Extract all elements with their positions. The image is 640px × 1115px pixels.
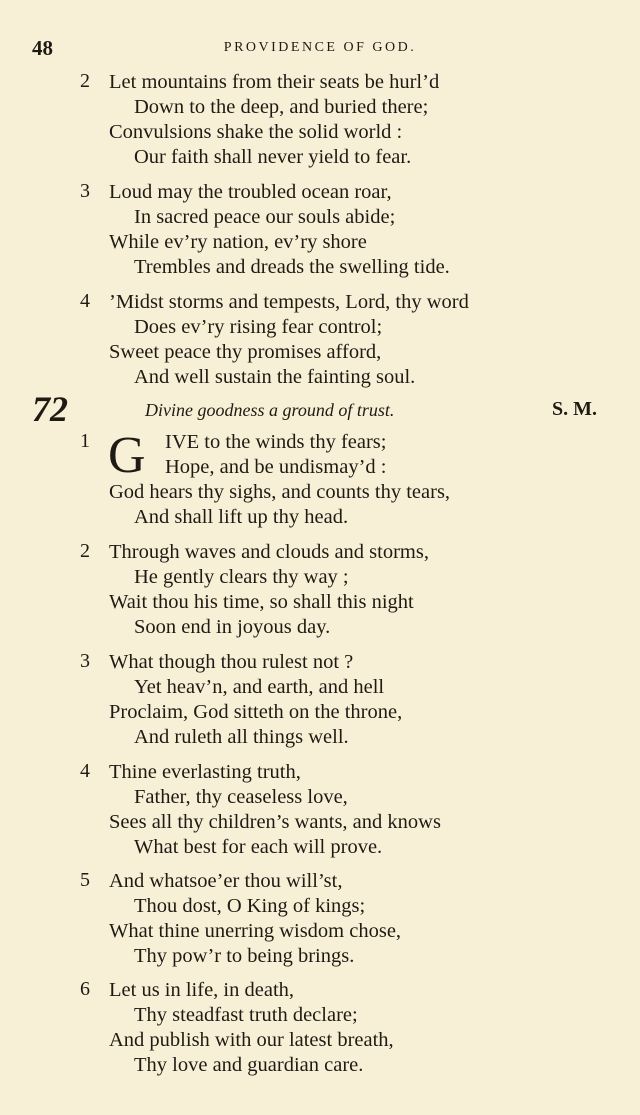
hymn-title: Divine goodness a ground of trust. [145, 400, 395, 420]
stanza-number: 1 [80, 430, 90, 452]
verse-line: God hears thy sighs, and counts thy tears, [109, 481, 451, 503]
verse-line: Trembles and dreads the swelling tide. [134, 256, 450, 278]
running-title: PROVIDENCE OF GOD. [223, 40, 417, 55]
verse-line: Thou dost, O King of kings; [134, 895, 366, 917]
verse-line: While ev’ry nation, ev’ry shore [109, 231, 367, 253]
verse-line: Let mountains from their seats be hurl’d [109, 71, 440, 93]
verse-line: Soon end in joyous day. [134, 616, 331, 638]
verse-line: Let us in life, in death, [109, 979, 295, 1001]
verse-line: Thy love and guardian care. [134, 1054, 364, 1076]
verse-line: Thy pow’r to being brings. [134, 945, 355, 967]
verse-line: Our faith shall never yield to fear. [134, 146, 412, 168]
verse-line: Hope, and be undismay’d : [165, 456, 387, 478]
verse-line: What best for each will prove. [134, 836, 383, 858]
verse-line: ’Midst storms and tempests, Lord, thy word [109, 291, 469, 313]
page-header [0, 36, 640, 60]
stanza-number: 4 [80, 290, 90, 312]
verse-line: And well sustain the fainting soul. [134, 366, 416, 388]
verse-line: What though thou rulest not ? [109, 651, 354, 673]
verse-line: What thine unerring wisdom chose, [109, 920, 402, 942]
drop-cap: G [108, 427, 146, 484]
stanza-number: 6 [80, 978, 90, 1000]
verse-line: And shall lift up thy head. [134, 506, 349, 528]
verse-line: And publish with our latest breath, [109, 1029, 394, 1051]
verse-line: Yet heav’n, and earth, and hell [134, 676, 385, 698]
stanza-number: 3 [80, 180, 90, 202]
page-number: 48 [32, 36, 53, 60]
verse-line: Sees all thy children’s wants, and knows [109, 811, 441, 833]
stanza-number: 4 [80, 760, 90, 782]
stanza-number: 3 [80, 650, 90, 672]
verse-line: In sacred peace our souls abide; [134, 206, 396, 228]
verse-line: IVE to the winds thy fears; [165, 431, 387, 453]
verse-line: Does ev’ry rising fear control; [134, 316, 383, 338]
stanza-number: 2 [80, 70, 90, 92]
verse-line: Wait thou his time, so shall this night [109, 591, 414, 613]
verse-line: And whatsoe’er thou will’st, [109, 870, 343, 892]
hymn-meter: S. M. [552, 398, 597, 420]
verse-line: Sweet peace thy promises afford, [109, 341, 382, 363]
stanza-number: 2 [80, 540, 90, 562]
verse-line: Through waves and clouds and storms, [109, 541, 429, 563]
verse-line: Father, thy ceaseless love, [134, 786, 348, 808]
verse-line: And ruleth all things well. [134, 726, 349, 748]
verse-line: Convulsions shake the solid world : [109, 121, 403, 143]
verse-line: He gently clears thy way ; [134, 566, 349, 588]
stanza-number: 5 [80, 869, 90, 891]
verse-line: Loud may the troubled ocean roar, [109, 181, 392, 203]
verse-line: Down to the deep, and buried there; [134, 96, 429, 118]
verse-line: Thine everlasting truth, [109, 761, 301, 783]
hymn-heading [0, 389, 640, 429]
verse-line: Proclaim, God sitteth on the throne, [109, 701, 403, 723]
verse-line: Thy steadfast truth declare; [134, 1004, 358, 1026]
hymn-number: 72 [32, 389, 68, 429]
